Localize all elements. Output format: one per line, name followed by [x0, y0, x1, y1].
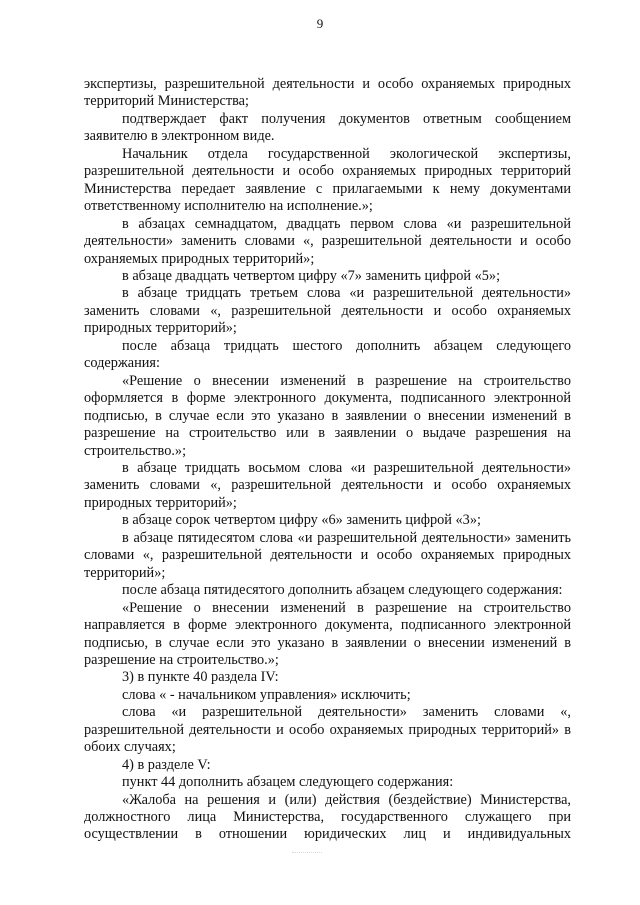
paragraph-1: экспертизы, разрешительной деятельности и особо охраняемых природных территорий Министерства;	[84, 76, 571, 110]
paragraph-6: в абзаце тридцать третьем слова «и разрешительной деятельности» заменить словами «, разрешительной деятельности и особо охраняемых природных территорий»;	[84, 285, 571, 337]
paragraph-2: подтверждает факт получения документов ответным сообщением заявителю в электронном виде.	[84, 110, 571, 145]
paragraph-14: 3) в пункте 40 раздела IV:	[122, 669, 279, 686]
faint-stamp-mark	[292, 838, 322, 853]
paragraph-7: после абзаца тридцать шестого дополнить абзацем следующего содержания:	[84, 337, 571, 372]
paragraph-18: пункт 44 дополнить абзацем следующего содержания:	[122, 774, 454, 791]
paragraph-12: после абзаца пятидесятого дополнить абзацем следующего содержания:	[122, 582, 563, 599]
paragraph-11: в абзаце пятидесятом слова «и разрешительной деятельности» заменить словами «, разрешительной деятельности и особо охраняемых природных территорий»;	[84, 529, 571, 581]
paragraph-8: «Решение о внесении изменений в разрешение на строительство оформляется в форме электронного документа, подписанного электронной подписью, в случае если это указано в заявлении о внесении изменений в разрешение на строительство или в заявлении о выдаче разрешения на строительство.»;	[84, 372, 571, 459]
paragraph-16: слова «и разрешительной деятельности» заменить словами «, разрешительной деятельности и особо охраняемых природных территорий» в обоих случаях;	[84, 704, 571, 756]
paragraph-13: «Решение о внесении изменений в разрешение на строительство направляется в форме электронного документа, подписанного электронной подписью, в случае если это указано в заявлении о внесении изменений в разрешение на строительство.»;	[84, 599, 571, 668]
paragraph-9: в абзаце тридцать восьмом слова «и разрешительной деятельности» заменить словами «, разрешительной деятельности и особо охраняемых природных территорий»;	[84, 459, 571, 511]
paragraph-17: 4) в разделе V:	[122, 756, 211, 773]
paragraph-15: слова « - начальником управления» исключить;	[122, 686, 411, 703]
paragraph-3: Начальник отдела государственной экологической экспертизы, разрешительной деятельности и особо охраняемых природных территорий Министерства передает заявление с прилагаемыми к нему документами ответственному исполнителю на исполнение.»;	[84, 145, 571, 215]
page-number: 9	[316, 16, 324, 31]
document-body	[84, 76, 571, 844]
paragraph-4: в абзацах семнадцатом, двадцать первом слова «и разрешительной деятельности» заменить словами «, разрешительной деятельности и особо охраняемых природных территорий»;	[84, 215, 571, 267]
paragraph-5: в абзаце двадцать четвертом цифру «7» заменить цифрой «5»;	[122, 267, 501, 284]
paragraph-19: «Жалоба на решения и (или) действия (бездействие) Министерства, должностного лица Министерства, государственного служащего при осуществлении в отношении юридических лиц и индивидуальных	[84, 791, 571, 843]
paragraph-10: в абзаце сорок четвертом цифру «6» заменить цифрой «3»;	[122, 512, 481, 529]
